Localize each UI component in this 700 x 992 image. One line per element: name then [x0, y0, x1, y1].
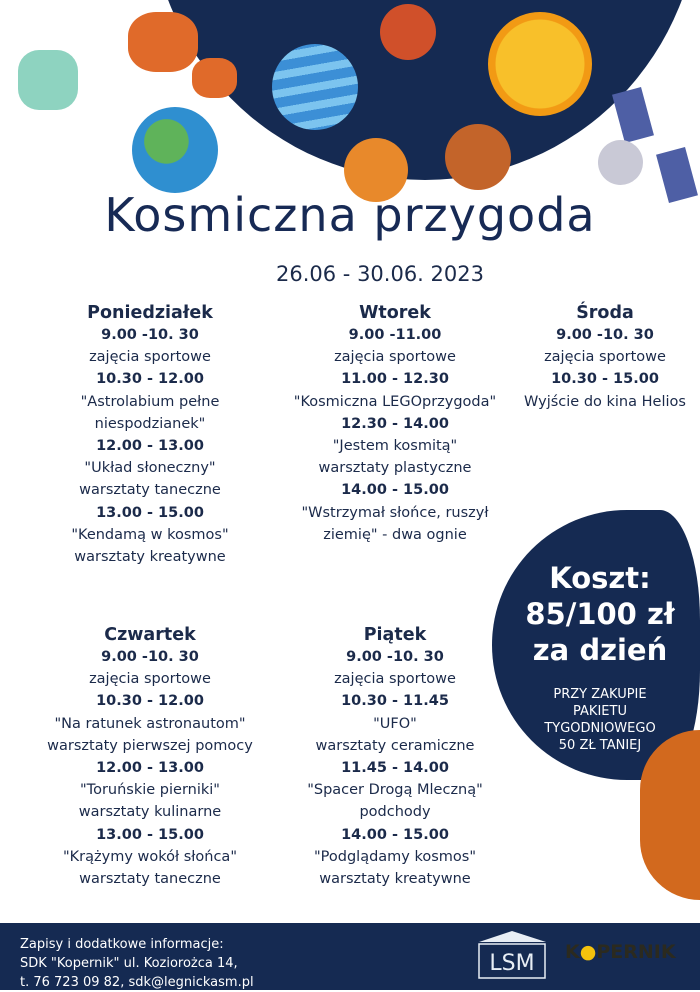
neptune-planet-icon: [272, 44, 358, 130]
time-slot: 11.00 - 12.30: [341, 371, 449, 388]
earth-planet-icon: [132, 107, 218, 193]
activity-text: "Podglądamy kosmos": [313, 848, 477, 865]
activity-text: warsztaty kreatywne: [74, 549, 226, 566]
discount-note: PAKIETU: [573, 704, 627, 719]
asteroid-icon: [192, 58, 237, 98]
time-slot: 13.00 - 15.00: [96, 826, 204, 843]
day-heading-friday: Piątek: [363, 625, 427, 645]
activity-text: "Na ratunek astronautom": [54, 715, 246, 732]
day-schedule-thursday: [30, 622, 270, 890]
activity-text: "Jestem kosmitą": [332, 438, 458, 455]
activity-text: Wyjście do kina Helios: [524, 393, 686, 410]
activity-text: "Krążymy wokół słońca": [62, 848, 237, 865]
poster-title: Kosmiczna przygoda: [104, 188, 596, 242]
day-heading-wednesday: Środa: [576, 303, 634, 323]
svg-text:LSM: LSM: [489, 951, 535, 976]
time-slot: 10.30 - 12.00: [96, 371, 204, 388]
day-heading-tuesday: Wtorek: [359, 303, 431, 323]
discount-note: 50 ZŁ TANIEJ: [558, 738, 642, 753]
time-slot: 9.00 -11.00: [348, 327, 442, 343]
activity-text: "Spacer Drogą Mleczną": [307, 782, 483, 799]
time-slot: 9.00 -10. 30: [101, 649, 199, 665]
activity-text: warsztaty kulinarne: [78, 804, 222, 821]
lsm-logo: [475, 930, 550, 982]
time-slot: 14.00 - 15.00: [341, 826, 449, 843]
asteroid-icon: [18, 50, 78, 110]
mars-planet-icon: [380, 4, 436, 60]
discount-note: PRZY ZAKUPIE: [553, 687, 647, 702]
activity-text: warsztaty taneczne: [79, 871, 221, 888]
day-schedule-wednesday: [515, 300, 695, 413]
time-slot: 12.30 - 14.00: [341, 415, 449, 432]
activity-text: warsztaty plastyczne: [318, 460, 472, 477]
activity-text: zajęcia sportowe: [89, 349, 211, 366]
sun-icon: [488, 12, 592, 116]
cost-unit: za dzień: [532, 633, 668, 667]
time-slot: 12.00 - 13.00: [96, 760, 204, 777]
activity-text: zajęcia sportowe: [334, 349, 456, 366]
activity-text: "Kosmiczna LEGOprzygoda": [293, 393, 497, 410]
footer-address: SDK "Kopernik" ul. Koziorożca 14,: [20, 956, 238, 971]
cost-info: [500, 560, 700, 754]
time-slot: 14.00 - 15.00: [341, 482, 449, 499]
day-heading-thursday: Czwartek: [104, 625, 196, 645]
activity-text: warsztaty ceramiczne: [315, 737, 475, 754]
time-slot: 11.45 - 14.00: [341, 760, 449, 777]
activity-text: "Układ słoneczny": [84, 460, 216, 477]
time-slot: 12.00 - 13.00: [96, 438, 204, 455]
date-range: 26.06 - 30.06. 2023: [276, 262, 484, 286]
activity-text: "Kendamą w kosmos": [71, 526, 229, 543]
day-schedule-friday: [285, 622, 505, 890]
day-schedule-monday: [40, 300, 260, 568]
activity-text: "Wstrzymał słońce, ruszył: [301, 504, 489, 521]
time-slot: 10.30 - 12.00: [96, 693, 204, 710]
day-schedule-tuesday: [275, 300, 515, 546]
cost-label: Koszt:: [549, 561, 651, 595]
kopernik-logo: K●PERNIK: [565, 941, 676, 963]
activity-text: "Toruńskie pierniki": [80, 782, 220, 799]
activity-text: warsztaty kreatywne: [319, 871, 471, 888]
time-slot: 9.00 -10. 30: [346, 649, 444, 665]
time-slot: 9.00 -10. 30: [101, 327, 199, 343]
cost-price: 85/100 zł: [525, 597, 675, 631]
discount-note: TYGODNIOWEGO: [544, 721, 656, 736]
activity-text: warsztaty pierwszej pomocy: [47, 737, 253, 754]
activity-text: "Astrolabium pełne: [80, 393, 220, 410]
activity-text: ziemię" - dwa ognie: [323, 526, 467, 543]
activity-text: zajęcia sportowe: [89, 671, 211, 688]
activity-text: warsztaty taneczne: [79, 482, 221, 499]
footer-info-heading: Zapisy i dodatkowe informacje:: [20, 937, 224, 952]
footer-contact: t. 76 723 09 82, sdk@legnickasm.pl: [20, 975, 254, 990]
activity-text: zajęcia sportowe: [334, 671, 456, 688]
activity-text: zajęcia sportowe: [544, 349, 666, 366]
time-slot: 10.30 - 15.00: [551, 371, 659, 388]
day-heading-monday: Poniedziałek: [87, 303, 213, 323]
activity-text: niespodzianek": [94, 415, 206, 432]
time-slot: 10.30 - 11.45: [341, 693, 449, 710]
activity-text: "UFO": [373, 715, 417, 732]
time-slot: 13.00 - 15.00: [96, 504, 204, 521]
time-slot: 9.00 -10. 30: [556, 327, 654, 343]
planet-heart-icon: [445, 124, 511, 190]
asteroid-icon: [128, 12, 198, 72]
activity-text: podchody: [359, 804, 431, 821]
